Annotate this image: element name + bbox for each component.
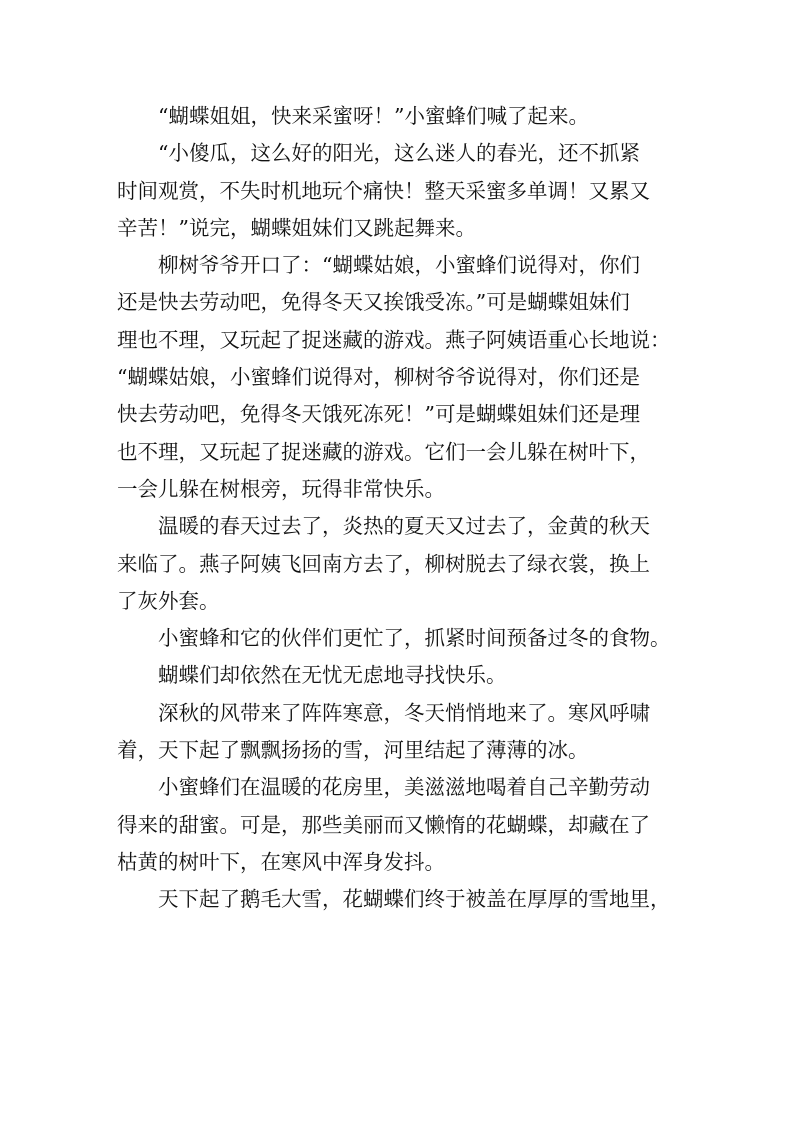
text-line: 了灰外套。 bbox=[117, 588, 220, 613]
paragraph-2 bbox=[117, 135, 677, 247]
text-line: 理也不理，又玩起了捉迷藏的游戏。燕子阿姨语重心长地说： bbox=[117, 327, 671, 352]
paragraph-4 bbox=[117, 508, 677, 620]
text-line: 一会儿躲在树根旁，玩得非常快乐。 bbox=[117, 476, 445, 501]
text-line: “蝴蝶姐姐，快来采蜜呀！”小蜜蜂们喊了起来。 bbox=[158, 104, 589, 128]
text-line: 小蜜蜂们在温暖的花房里，美滋滋地喝着自己辛勤劳动 bbox=[158, 775, 650, 800]
text-line: 来临了。燕子阿姨飞回南方去了，柳树脱去了绿衣裳，换上 bbox=[117, 551, 650, 576]
paragraph-8 bbox=[117, 769, 677, 881]
text-line: 时间观赏，不失时机地玩个痛快！整天采蜜多单调！又累又 bbox=[117, 178, 650, 203]
paragraph-5 bbox=[117, 620, 677, 657]
text-line: 蝴蝶们却依然在无忧无虑地寻找快乐。 bbox=[158, 663, 507, 688]
text-line: 小蜜蜂和它的伙伴们更忙了，抓紧时间预备过冬的食物。 bbox=[158, 626, 671, 651]
text-line: 辛苦！”说完，蝴蝶姐妹们又跳起舞来。 bbox=[117, 215, 476, 240]
paragraph-7 bbox=[117, 695, 677, 770]
text-line: “小傻瓜，这么好的阳光，这么迷人的春光，还不抓紧 bbox=[158, 141, 640, 166]
text-line: 柳树爷爷开口了：“蝴蝶姑娘，小蜜蜂们说得对，你们 bbox=[158, 253, 640, 278]
paragraph-3 bbox=[117, 247, 677, 508]
text-line: 温暖的春天过去了，炎热的夏天又过去了，金黄的秋天 bbox=[158, 514, 650, 539]
paragraph-1 bbox=[117, 98, 677, 135]
text-line: “蝴蝶姑娘，小蜜蜂们说得对，柳树爷爷说得对，你们还是 bbox=[117, 365, 640, 390]
paragraph-6 bbox=[117, 657, 677, 694]
text-line: 得来的甜蜜。可是，那些美丽而又懒惰的花蝴蝶，却藏在了 bbox=[117, 812, 650, 837]
story-text bbox=[117, 98, 677, 919]
text-line: 快去劳动吧，免得冬天饿死冻死！”可是蝴蝶姐妹们还是理 bbox=[117, 402, 640, 427]
text-line: 深秋的风带来了阵阵寒意，冬天悄悄地来了。寒风呼啸 bbox=[158, 700, 650, 725]
text-line: 着，天下起了飘飘扬扬的雪，河里结起了薄薄的冰。 bbox=[117, 738, 589, 763]
text-line: 天下起了鹅毛大雪，花蝴蝶们终于被盖在厚厚的雪地里， bbox=[158, 887, 671, 912]
text-line: 枯黄的树叶下，在寒风中浑身发抖。 bbox=[117, 849, 445, 874]
paragraph-9 bbox=[117, 881, 677, 918]
text-line: 也不理，又玩起了捉迷藏的游戏。它们一会儿躲在树叶下， bbox=[117, 439, 650, 464]
text-line: 还是快去劳动吧，免得冬天又挨饿受冻。”可是蝴蝶姐妹们 bbox=[117, 290, 630, 315]
